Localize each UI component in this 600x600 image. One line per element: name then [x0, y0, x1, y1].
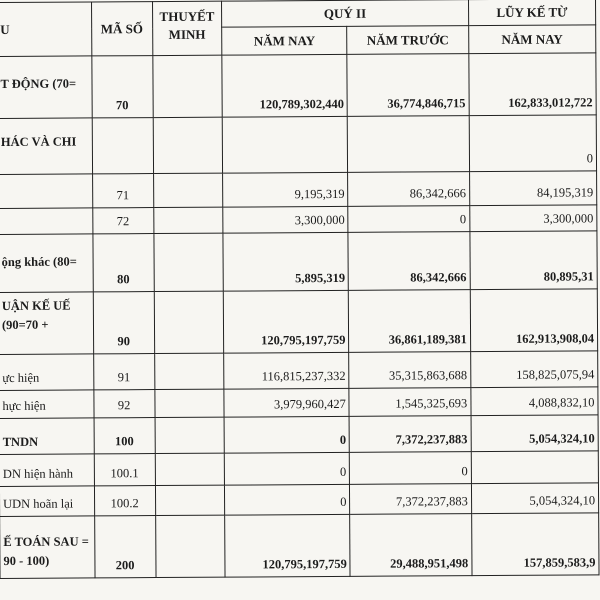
- row-note: [153, 173, 223, 207]
- row-value-nam-truoc: 0: [348, 206, 470, 233]
- row-label: [0, 174, 92, 209]
- row-code: 91: [93, 354, 154, 390]
- row-code: 71: [92, 174, 153, 208]
- header-nam-nay: NĂM NAY: [222, 26, 347, 55]
- row-value-nam-nay: 116,815,237,332: [224, 352, 350, 389]
- row-value-nam-truoc: 1,545,325,693: [349, 388, 471, 417]
- row-value-nam-truoc: 7,372,237,883: [350, 484, 472, 515]
- header-nam-truoc: NĂM TRƯỚC: [347, 26, 469, 55]
- row-note: [153, 117, 223, 173]
- table-row: [0, 171, 597, 209]
- row-note: [155, 515, 225, 577]
- row-value-nam-nay: 3,300,000: [223, 206, 348, 233]
- header-luy-ke-nam-nay: NĂM NAY: [468, 25, 595, 54]
- row-value-nam-truoc: 36,774,846,715: [347, 54, 469, 117]
- row-value-nam-nay: 9,195,319: [223, 172, 349, 207]
- row-code: 100: [94, 418, 155, 454]
- table-row: [0, 351, 598, 391]
- row-value-nam-truoc: 35,315,863,688: [349, 352, 471, 389]
- row-value-luy-ke: 0: [469, 115, 597, 172]
- row-label: UẬN KẾ UẾ (90=70 +: [0, 292, 93, 355]
- header-quy-ii: QUÝ II: [222, 0, 469, 27]
- row-code: 80: [93, 234, 154, 292]
- row-value-nam-nay: 5,895,319: [223, 232, 349, 291]
- table-row: [0, 387, 598, 419]
- row-note: [155, 417, 225, 453]
- row-value-nam-nay: 120,795,197,759: [223, 290, 349, 353]
- row-value-nam-nay: 120,795,197,759: [225, 514, 351, 577]
- row-value-nam-nay: 3,979,960,427: [224, 388, 349, 417]
- row-value-nam-truoc: [348, 116, 470, 173]
- table-row: [0, 53, 596, 119]
- table-row: [0, 451, 598, 487]
- row-value-nam-nay: [222, 116, 348, 173]
- row-note: [155, 485, 225, 515]
- header-luy-ke: LŨY KẾ TỪ: [468, 0, 595, 26]
- row-value-luy-ke: 84,195,319: [469, 171, 596, 206]
- row-value-luy-ke: 3,300,000: [470, 205, 597, 232]
- row-code: 200: [94, 516, 155, 578]
- row-value-luy-ke: 4,088,832,10: [471, 387, 598, 416]
- row-label: [0, 208, 93, 235]
- row-code: 70: [91, 56, 152, 118]
- row-value-nam-truoc: 29,488,951,498: [350, 514, 472, 577]
- row-code: 100.1: [94, 454, 155, 486]
- table-row: [0, 483, 599, 517]
- row-value-nam-truoc: 86,342,666: [348, 232, 470, 291]
- row-note: [154, 291, 224, 353]
- row-label: Ế TOÁN SAU = 90 - 100): [0, 516, 95, 579]
- row-label: DN hiện hành: [0, 454, 94, 487]
- row-code: 100.2: [94, 486, 155, 516]
- row-label: UDN hoãn lại: [0, 486, 94, 517]
- row-value-luy-ke: 157,859,583,9: [471, 513, 599, 576]
- row-label: ực hiện: [0, 354, 93, 391]
- row-note: [154, 353, 224, 389]
- row-value-nam-truoc: 86,342,666: [348, 172, 470, 207]
- header-thuyet-minh: THUYẾT MINH: [152, 1, 222, 55]
- table-row: [0, 115, 597, 175]
- row-note: [153, 55, 223, 117]
- row-code: 90: [93, 292, 154, 354]
- row-note: [154, 233, 224, 291]
- row-label: hực hiện: [0, 390, 94, 419]
- row-value-luy-ke: 5,054,324,10: [471, 483, 598, 514]
- row-label: HÁC VÀ CHI: [0, 118, 92, 175]
- row-value-nam-nay: 120,789,302,440: [222, 54, 348, 117]
- row-value-luy-ke: 5,054,324,10: [471, 415, 598, 452]
- row-value-nam-truoc: 36,861,189,381: [349, 290, 471, 353]
- row-value-luy-ke: 162,833,012,722: [469, 53, 597, 116]
- row-code: [92, 118, 153, 174]
- table-row: [0, 513, 599, 579]
- row-value-luy-ke: [471, 451, 598, 484]
- row-note: [155, 389, 225, 417]
- row-value-luy-ke: 80,895,31: [470, 231, 598, 290]
- row-value-nam-nay: 0: [224, 416, 350, 453]
- row-code: 72: [92, 208, 153, 234]
- row-value-nam-truoc: 7,372,237,883: [349, 416, 471, 453]
- row-note: [153, 207, 223, 233]
- header-ma-so: MÃ SỐ: [91, 2, 152, 56]
- row-note: [155, 453, 225, 485]
- row-label: ộng khác (80=: [0, 234, 93, 293]
- header-chi-tieu: U: [0, 2, 91, 57]
- row-value-nam-nay: 0: [224, 452, 350, 485]
- table-row: [0, 205, 597, 235]
- row-label: T ĐỘNG (70=: [0, 56, 92, 119]
- table-row: [0, 231, 597, 293]
- row-value-luy-ke: 158,825,075,94: [470, 351, 597, 388]
- row-value-nam-nay: 0: [225, 484, 350, 515]
- row-value-nam-truoc: 0: [350, 452, 472, 485]
- row-code: 92: [93, 390, 154, 418]
- table-row: [0, 415, 598, 455]
- row-label: TNDN: [0, 418, 94, 455]
- row-value-luy-ke: 162,913,908,04: [470, 289, 598, 352]
- table-row: [0, 289, 598, 355]
